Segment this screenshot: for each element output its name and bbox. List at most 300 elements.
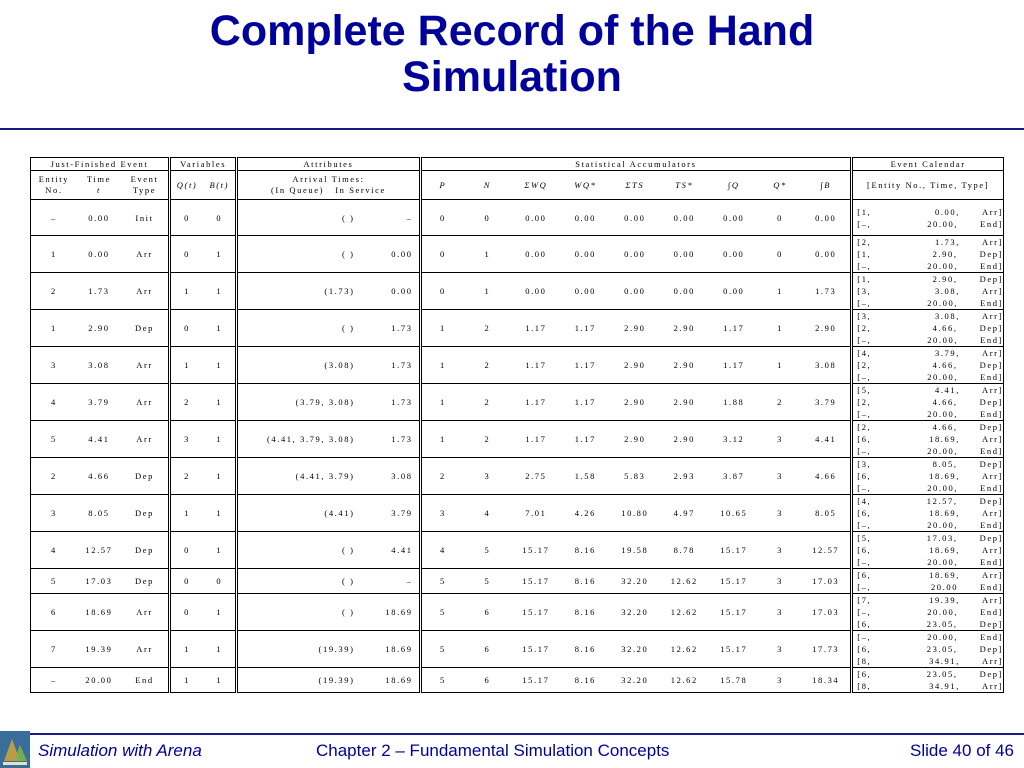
- calendar-entity: [6,: [857, 669, 872, 679]
- event-type-cell: Arr: [121, 631, 169, 668]
- entity-cell: 5: [31, 421, 77, 458]
- p-cell: 4: [420, 532, 464, 569]
- header-q-star: Q*: [759, 171, 801, 200]
- q-cell: 1: [169, 347, 203, 384]
- in-service-cell: –: [406, 576, 413, 586]
- int-b-cell: 17.03: [801, 569, 852, 594]
- calendar-type: Arr]: [981, 545, 1003, 555]
- sum-ts-cell: 5.83: [610, 458, 661, 495]
- calendar-entry: [857, 507, 1003, 519]
- entity-cell: 3: [31, 495, 77, 532]
- calendar-entry: [857, 206, 1003, 218]
- table-row: [31, 569, 1004, 594]
- title-rule: [0, 128, 1024, 130]
- header-q: Q(t): [169, 171, 203, 200]
- event-type-cell: Dep: [121, 569, 169, 594]
- in-queue-cell: (3.79, 3.08): [295, 397, 355, 407]
- calendar-entry: [857, 519, 1003, 531]
- ts-star-cell: 12.62: [660, 569, 708, 594]
- calendar-type: End]: [980, 335, 1003, 345]
- calendar-entity: [–,: [857, 372, 872, 382]
- calendar-type: Arr]: [981, 656, 1003, 666]
- int-b-cell: 8.05: [801, 495, 852, 532]
- entity-cell: 6: [31, 594, 77, 631]
- event-calendar-cell: [852, 631, 1004, 668]
- b-cell: 1: [203, 273, 237, 310]
- p-cell: 2: [420, 458, 464, 495]
- event-calendar-cell: [852, 495, 1004, 532]
- time-cell: 18.69: [77, 594, 121, 631]
- header-p: P: [420, 171, 464, 200]
- attributes-cell: [237, 631, 420, 668]
- calendar-time: 20.00,: [927, 372, 959, 382]
- table-row: [31, 631, 1004, 668]
- time-cell: 4.66: [77, 458, 121, 495]
- p-cell: 0: [420, 200, 464, 236]
- calendar-type: End]: [980, 582, 1003, 592]
- int-q-cell: 10.65: [709, 495, 760, 532]
- int-q-cell: 0.00: [709, 200, 760, 236]
- wq-star-cell: 0.00: [561, 273, 609, 310]
- title-line-2: Simulation: [402, 53, 622, 101]
- calendar-entry: [857, 556, 1003, 568]
- calendar-entity: [4,: [857, 496, 872, 506]
- calendar-time: 34.91,: [929, 656, 960, 666]
- wq-star-cell: 1.17: [561, 310, 609, 347]
- calendar-time: 8.05,: [932, 459, 958, 469]
- q-star-cell: 1: [759, 273, 801, 310]
- calendar-time: 18.69,: [929, 570, 960, 580]
- int-b-cell: 1.73: [801, 273, 852, 310]
- n-cell: 2: [464, 310, 510, 347]
- calendar-entry: [857, 594, 1003, 606]
- calendar-time: 20.00,: [927, 218, 959, 229]
- calendar-time: 4.66,: [932, 323, 958, 333]
- in-queue-cell: (4.41, 3.79): [295, 471, 355, 481]
- event-calendar-cell: [852, 347, 1004, 384]
- attributes-cell: [237, 273, 420, 310]
- calendar-entry: [857, 680, 1003, 692]
- footer-rule: [30, 733, 1024, 735]
- ts-star-cell: 12.62: [660, 668, 708, 693]
- entity-cell: 2: [31, 458, 77, 495]
- p-cell: 5: [420, 631, 464, 668]
- calendar-entry: [857, 668, 1003, 680]
- footer-slide-number: Slide 40 of 46: [910, 741, 1014, 760]
- footer-chapter: Chapter 2 – Fundamental Simulation Concepts: [316, 741, 670, 760]
- calendar-entity: [2,: [857, 422, 872, 432]
- n-cell: 2: [464, 347, 510, 384]
- attributes-cell: [237, 594, 420, 631]
- group-event-calendar: Event Calendar: [852, 158, 1004, 171]
- group-header-row: [31, 158, 1004, 171]
- in-service-cell: 1.73: [391, 360, 413, 370]
- calendar-type: Arr]: [981, 348, 1003, 358]
- calendar-type: Arr]: [981, 681, 1003, 691]
- header-wq-star: WQ*: [561, 171, 609, 200]
- calendar-entry: [857, 433, 1003, 445]
- calendar-type: End]: [980, 632, 1003, 642]
- calendar-entity: [–,: [857, 409, 872, 419]
- entity-cell: 2: [31, 273, 77, 310]
- calendar-entity: [3,: [857, 311, 872, 321]
- in-queue-cell: (3.08): [324, 360, 355, 370]
- n-cell: 6: [464, 594, 510, 631]
- sum-ts-cell: 2.90: [610, 384, 661, 421]
- time-cell: 3.79: [77, 384, 121, 421]
- calendar-type: Dep]: [979, 323, 1003, 333]
- int-q-cell: 15.78: [709, 668, 760, 693]
- event-type-cell: Dep: [121, 532, 169, 569]
- event-type-cell: Arr: [121, 421, 169, 458]
- calendar-entry: [857, 371, 1003, 383]
- calendar-entity: [–,: [857, 607, 872, 617]
- table-row: [31, 310, 1004, 347]
- b-cell: 1: [203, 347, 237, 384]
- header-b: B(t): [203, 171, 237, 200]
- calendar-entity: [6,: [857, 545, 872, 555]
- sum-wq-cell: 2.75: [511, 458, 562, 495]
- group-attributes: Attributes: [237, 158, 420, 171]
- in-queue-cell: (19.39): [318, 675, 355, 685]
- header-entity-no: Entity No.: [31, 171, 77, 200]
- n-cell: 3: [464, 458, 510, 495]
- group-statistical-accumulators: Statistical Accumulators: [420, 158, 852, 171]
- calendar-time: 20.00,: [927, 446, 959, 456]
- q-cell: 1: [169, 631, 203, 668]
- int-q-cell: 15.17: [709, 594, 760, 631]
- sum-ts-cell: 32.20: [610, 631, 661, 668]
- calendar-time: 3.08,: [934, 311, 960, 321]
- calendar-time: 12.57,: [926, 496, 958, 506]
- calendar-entity: [2,: [857, 323, 872, 333]
- time-cell: 19.39: [77, 631, 121, 668]
- calendar-type: Dep]: [979, 459, 1003, 469]
- header-int-b: ∫B: [801, 171, 852, 200]
- entity-cell: –: [31, 668, 77, 693]
- calendar-entry: [857, 470, 1003, 482]
- attributes-cell: [237, 384, 420, 421]
- calendar-entry: [857, 236, 1003, 248]
- attributes-cell: [237, 668, 420, 693]
- b-cell: 1: [203, 668, 237, 693]
- in-service-cell: 18.69: [385, 607, 413, 617]
- q-star-cell: 3: [759, 532, 801, 569]
- calendar-entity: [6,: [857, 619, 872, 629]
- q-cell: 0: [169, 569, 203, 594]
- calendar-type: Arr]: [981, 385, 1003, 395]
- header-sum-wq: ΣWQ: [511, 171, 562, 200]
- q-star-cell: 3: [759, 421, 801, 458]
- sum-ts-cell: 32.20: [610, 569, 661, 594]
- p-cell: 5: [420, 668, 464, 693]
- ts-star-cell: 0.00: [660, 200, 708, 236]
- q-star-cell: 1: [759, 347, 801, 384]
- calendar-entry: [857, 581, 1003, 593]
- calendar-entity: [–,: [857, 218, 872, 229]
- q-cell: 0: [169, 310, 203, 347]
- wq-star-cell: 8.16: [561, 668, 609, 693]
- calendar-time: 20.00: [930, 582, 959, 592]
- event-type-cell: Arr: [121, 236, 169, 273]
- int-q-cell: 3.87: [709, 458, 760, 495]
- group-variables: Variables: [169, 158, 236, 171]
- sum-ts-cell: 0.00: [610, 236, 661, 273]
- calendar-time: 2.90,: [932, 249, 958, 259]
- in-service-cell: 3.79: [391, 508, 413, 518]
- int-b-cell: 4.66: [801, 458, 852, 495]
- calendar-type: Dep]: [979, 619, 1003, 629]
- sum-wq-cell: 15.17: [511, 594, 562, 631]
- q-cell: 0: [169, 200, 203, 236]
- calendar-entity: [3,: [857, 286, 872, 296]
- calendar-time: 18.69,: [929, 508, 960, 518]
- n-cell: 2: [464, 421, 510, 458]
- header-calendar-format: [Entity No., Time, Type]: [852, 171, 1004, 200]
- time-cell: 0.00: [77, 236, 121, 273]
- attributes-cell: [237, 569, 420, 594]
- in-service-cell: 18.69: [385, 675, 413, 685]
- entity-cell: 1: [31, 236, 77, 273]
- in-service-cell: 1.73: [391, 397, 413, 407]
- time-cell: 12.57: [77, 532, 121, 569]
- in-queue-cell: ( ): [341, 545, 355, 555]
- simulation-table: [30, 157, 1004, 693]
- p-cell: 1: [420, 384, 464, 421]
- attributes-cell: [237, 347, 420, 384]
- b-cell: 1: [203, 421, 237, 458]
- sum-wq-cell: 1.17: [511, 347, 562, 384]
- sum-wq-cell: 0.00: [511, 200, 562, 236]
- table-row: [31, 273, 1004, 310]
- calendar-type: Dep]: [979, 397, 1003, 407]
- event-type-cell: Dep: [121, 310, 169, 347]
- calendar-entry: [857, 285, 1003, 297]
- calendar-type: Dep]: [979, 496, 1003, 506]
- time-cell: 17.03: [77, 569, 121, 594]
- q-cell: 1: [169, 668, 203, 693]
- calendar-time: 20.00,: [927, 632, 959, 642]
- q-star-cell: 0: [759, 236, 801, 273]
- calendar-time: 20.00,: [927, 557, 959, 567]
- event-type-cell: Arr: [121, 347, 169, 384]
- calendar-time: 20.00,: [927, 298, 959, 308]
- p-cell: 1: [420, 347, 464, 384]
- calendar-type: Dep]: [979, 669, 1003, 679]
- table-row: [31, 594, 1004, 631]
- calendar-entry: [857, 297, 1003, 309]
- event-type-cell: Init: [121, 200, 169, 236]
- wq-star-cell: 8.16: [561, 594, 609, 631]
- footer-book-title: Simulation with Arena: [38, 741, 202, 760]
- calendar-entity: [6,: [857, 434, 872, 444]
- in-queue-cell: (19.39): [318, 644, 355, 654]
- b-cell: 1: [203, 236, 237, 273]
- q-star-cell: 2: [759, 384, 801, 421]
- calendar-type: Arr]: [981, 206, 1003, 217]
- calendar-entity: [–,: [857, 335, 872, 345]
- header-time: [77, 171, 121, 200]
- header-arrival-times: [237, 171, 420, 200]
- ts-star-cell: 8.78: [660, 532, 708, 569]
- calendar-time: 20.00,: [927, 483, 959, 493]
- calendar-entry: [857, 569, 1003, 581]
- calendar-time: 18.69,: [929, 545, 960, 555]
- calendar-entity: [8,: [857, 656, 872, 666]
- int-b-cell: 2.90: [801, 310, 852, 347]
- calendar-time: 17.03,: [926, 533, 958, 543]
- entity-cell: 4: [31, 384, 77, 421]
- calendar-type: End]: [980, 298, 1003, 308]
- header-ts-star: TS*: [660, 171, 708, 200]
- wq-star-cell: 1.58: [561, 458, 609, 495]
- calendar-time: 20.00,: [927, 520, 959, 530]
- n-cell: 6: [464, 668, 510, 693]
- n-cell: 4: [464, 495, 510, 532]
- wq-star-cell: 1.17: [561, 347, 609, 384]
- time-cell: 2.90: [77, 310, 121, 347]
- q-cell: 1: [169, 495, 203, 532]
- calendar-type: End]: [980, 409, 1003, 419]
- sum-ts-cell: 19.58: [610, 532, 661, 569]
- calendar-entry: [857, 334, 1003, 346]
- ts-star-cell: 0.00: [660, 273, 708, 310]
- int-q-cell: 3.12: [709, 421, 760, 458]
- table-row: [31, 668, 1004, 693]
- int-q-cell: 15.17: [709, 631, 760, 668]
- n-cell: 1: [464, 273, 510, 310]
- time-cell: 20.00: [77, 668, 121, 693]
- int-b-cell: 17.03: [801, 594, 852, 631]
- calendar-entity: [2,: [857, 360, 872, 370]
- event-calendar-cell: [852, 384, 1004, 421]
- slide-title: [0, 8, 1024, 100]
- n-cell: 0: [464, 200, 510, 236]
- calendar-time: 1.73,: [934, 237, 960, 247]
- p-cell: 5: [420, 569, 464, 594]
- in-queue-cell: ( ): [341, 607, 355, 617]
- header-int-q: ∫Q: [709, 171, 760, 200]
- b-cell: 1: [203, 631, 237, 668]
- calendar-entry: [857, 359, 1003, 371]
- calendar-entity: [5,: [857, 385, 872, 395]
- event-calendar-cell: [852, 532, 1004, 569]
- event-calendar-cell: [852, 594, 1004, 631]
- event-calendar-cell: [852, 421, 1004, 458]
- column-header-row: [31, 171, 1004, 200]
- calendar-entry: [857, 218, 1003, 230]
- calendar-time: 20.00,: [927, 409, 959, 419]
- q-cell: 0: [169, 594, 203, 631]
- event-type-cell: Dep: [121, 495, 169, 532]
- calendar-type: Arr]: [981, 311, 1003, 321]
- sum-wq-cell: 1.17: [511, 310, 562, 347]
- int-b-cell: 3.08: [801, 347, 852, 384]
- in-service-cell: 1.73: [391, 434, 413, 444]
- calendar-type: End]: [980, 483, 1003, 493]
- calendar-type: End]: [980, 372, 1003, 382]
- calendar-time: 20.00,: [927, 335, 959, 345]
- entity-cell: 1: [31, 310, 77, 347]
- int-b-cell: 4.41: [801, 421, 852, 458]
- calendar-time: 0.00,: [934, 206, 960, 217]
- sum-ts-cell: 0.00: [610, 200, 661, 236]
- calendar-type: Dep]: [979, 360, 1003, 370]
- q-cell: 2: [169, 384, 203, 421]
- table-row: [31, 532, 1004, 569]
- calendar-entry: [857, 643, 1003, 655]
- in-service-cell: 3.08: [391, 471, 413, 481]
- int-b-cell: 12.57: [801, 532, 852, 569]
- calendar-entity: [–,: [857, 520, 872, 530]
- sum-wq-cell: 0.00: [511, 273, 562, 310]
- entity-cell: 7: [31, 631, 77, 668]
- calendar-entity: [–,: [857, 557, 872, 567]
- calendar-type: End]: [980, 557, 1003, 567]
- in-queue-cell: (4.41): [324, 508, 355, 518]
- title-line-1: Complete Record of the Hand: [209, 7, 815, 55]
- calendar-entity: [–,: [857, 446, 872, 456]
- calendar-entity: [7,: [857, 595, 872, 605]
- calendar-entry: [857, 408, 1003, 420]
- int-q-cell: 1.17: [709, 310, 760, 347]
- in-service-cell: 1.73: [391, 323, 413, 333]
- calendar-type: Arr]: [981, 286, 1003, 296]
- header-time-label: Time: [86, 174, 111, 184]
- table-row: [31, 384, 1004, 421]
- calendar-entry: [857, 445, 1003, 457]
- calendar-type: End]: [980, 446, 1003, 456]
- wq-star-cell: 0.00: [561, 200, 609, 236]
- time-cell: 0.00: [77, 200, 121, 236]
- time-cell: 1.73: [77, 273, 121, 310]
- in-queue-cell: (1.73): [324, 286, 355, 296]
- calendar-type: Arr]: [981, 595, 1003, 605]
- attributes-cell: [237, 200, 420, 236]
- int-q-cell: 0.00: [709, 236, 760, 273]
- table-row: [31, 458, 1004, 495]
- q-star-cell: 3: [759, 668, 801, 693]
- in-queue-cell: ( ): [341, 212, 355, 223]
- wq-star-cell: 0.00: [561, 236, 609, 273]
- calendar-type: Arr]: [981, 434, 1003, 444]
- calendar-entry: [857, 384, 1003, 396]
- int-q-cell: 15.17: [709, 569, 760, 594]
- q-star-cell: 3: [759, 458, 801, 495]
- time-cell: 4.41: [77, 421, 121, 458]
- calendar-entry: [857, 421, 1003, 433]
- attributes-cell: [237, 458, 420, 495]
- calendar-entry: [857, 347, 1003, 359]
- calendar-entity: [6,: [857, 508, 872, 518]
- b-cell: 1: [203, 458, 237, 495]
- ts-star-cell: 4.97: [660, 495, 708, 532]
- in-service-cell: 18.69: [385, 644, 413, 654]
- p-cell: 1: [420, 421, 464, 458]
- calendar-entity: [2,: [857, 397, 872, 407]
- in-service-cell: 0.00: [391, 286, 413, 296]
- entity-cell: 4: [31, 532, 77, 569]
- calendar-type: Arr]: [981, 570, 1003, 580]
- table-row: [31, 347, 1004, 384]
- calendar-entity: [–,: [857, 483, 872, 493]
- calendar-type: End]: [980, 607, 1003, 617]
- n-cell: 2: [464, 384, 510, 421]
- in-service-cell: –: [406, 212, 413, 223]
- in-queue-cell: (4.41, 3.79, 3.08): [266, 434, 355, 444]
- attributes-cell: [237, 495, 420, 532]
- header-n: N: [464, 171, 510, 200]
